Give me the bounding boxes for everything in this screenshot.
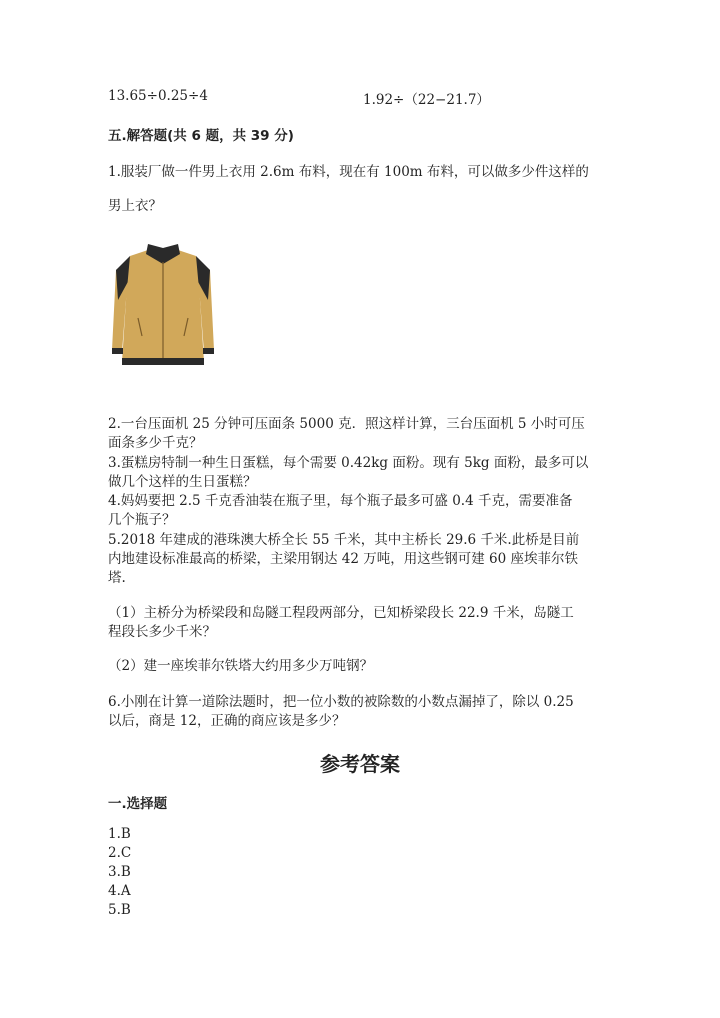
answer-item: 5.B: [108, 902, 131, 918]
question-5-line-1: 5.2018 年建成的港珠澳大桥全长 55 千米，其中主桥长 29.6 千米.此桥是目前: [108, 532, 580, 548]
question-5-line-3: 塔.: [108, 570, 126, 586]
calc-expr-2: 1.92÷（22−21.7）: [363, 92, 490, 108]
question-5-sub-1-line-1: （1）主桥分为桥梁段和岛隧工程段两部分，已知桥梁段长 22.9 千米，岛隧工: [108, 605, 574, 621]
jacket-image: [108, 240, 218, 375]
question-1-line-1: 1.服装厂做一件男上衣用 2.6m 布料，现在有 100m 布料，可以做多少件这样的: [108, 164, 589, 180]
question-3-line-1: 3.蛋糕房特制一种生日蛋糕，每个需要 0.42kg 面粉。现有 5kg 面粉，最多可以: [108, 455, 589, 471]
question-5-sub-2: （2）建一座埃菲尔铁塔大约用多少万吨钢？: [108, 658, 374, 674]
section-5-heading: 五.解答题(共 6 题，共 39 分): [108, 128, 294, 144]
question-6-line-1: 6.小刚在计算一道除法题时，把一位小数的被除数的小数点漏掉了，除以 0.25: [108, 694, 574, 710]
answer-item: 3.B: [108, 864, 131, 880]
question-3-line-2: 做几个这样的生日蛋糕？: [108, 474, 257, 490]
question-6-line-2: 以后，商是 12，正确的商应该是多少？: [108, 713, 346, 729]
question-2-line-1: 2.一台压面机 25 分钟可压面条 5000 克．照这样计算，三台压面机 5 小时可压: [108, 416, 585, 432]
answer-item: 2.C: [108, 845, 132, 861]
question-5-sub-1-line-2: 程段长多少千米？: [108, 624, 216, 640]
answers-section-1-heading: 一.选择题: [108, 796, 168, 812]
answers-title: 参考答案: [320, 752, 400, 776]
question-2-line-2: 面条多少千克？: [108, 435, 203, 451]
answer-item: 1.B: [108, 826, 131, 842]
question-1-line-2: 男上衣？: [108, 198, 162, 214]
question-5-line-2: 内地建设标准最高的桥梁，主梁用钢达 42 万吨，用这些钢可建 60 座埃菲尔铁: [108, 551, 579, 567]
calc-expr-1: 13.65÷0.25÷4: [108, 88, 208, 104]
question-4-line-1: 4.妈妈要把 2.5 千克香油装在瓶子里，每个瓶子最多可盛 0.4 千克，需要准备: [108, 493, 573, 509]
answer-item: 4.A: [108, 883, 131, 899]
question-4-line-2: 几个瓶子？: [108, 512, 176, 528]
